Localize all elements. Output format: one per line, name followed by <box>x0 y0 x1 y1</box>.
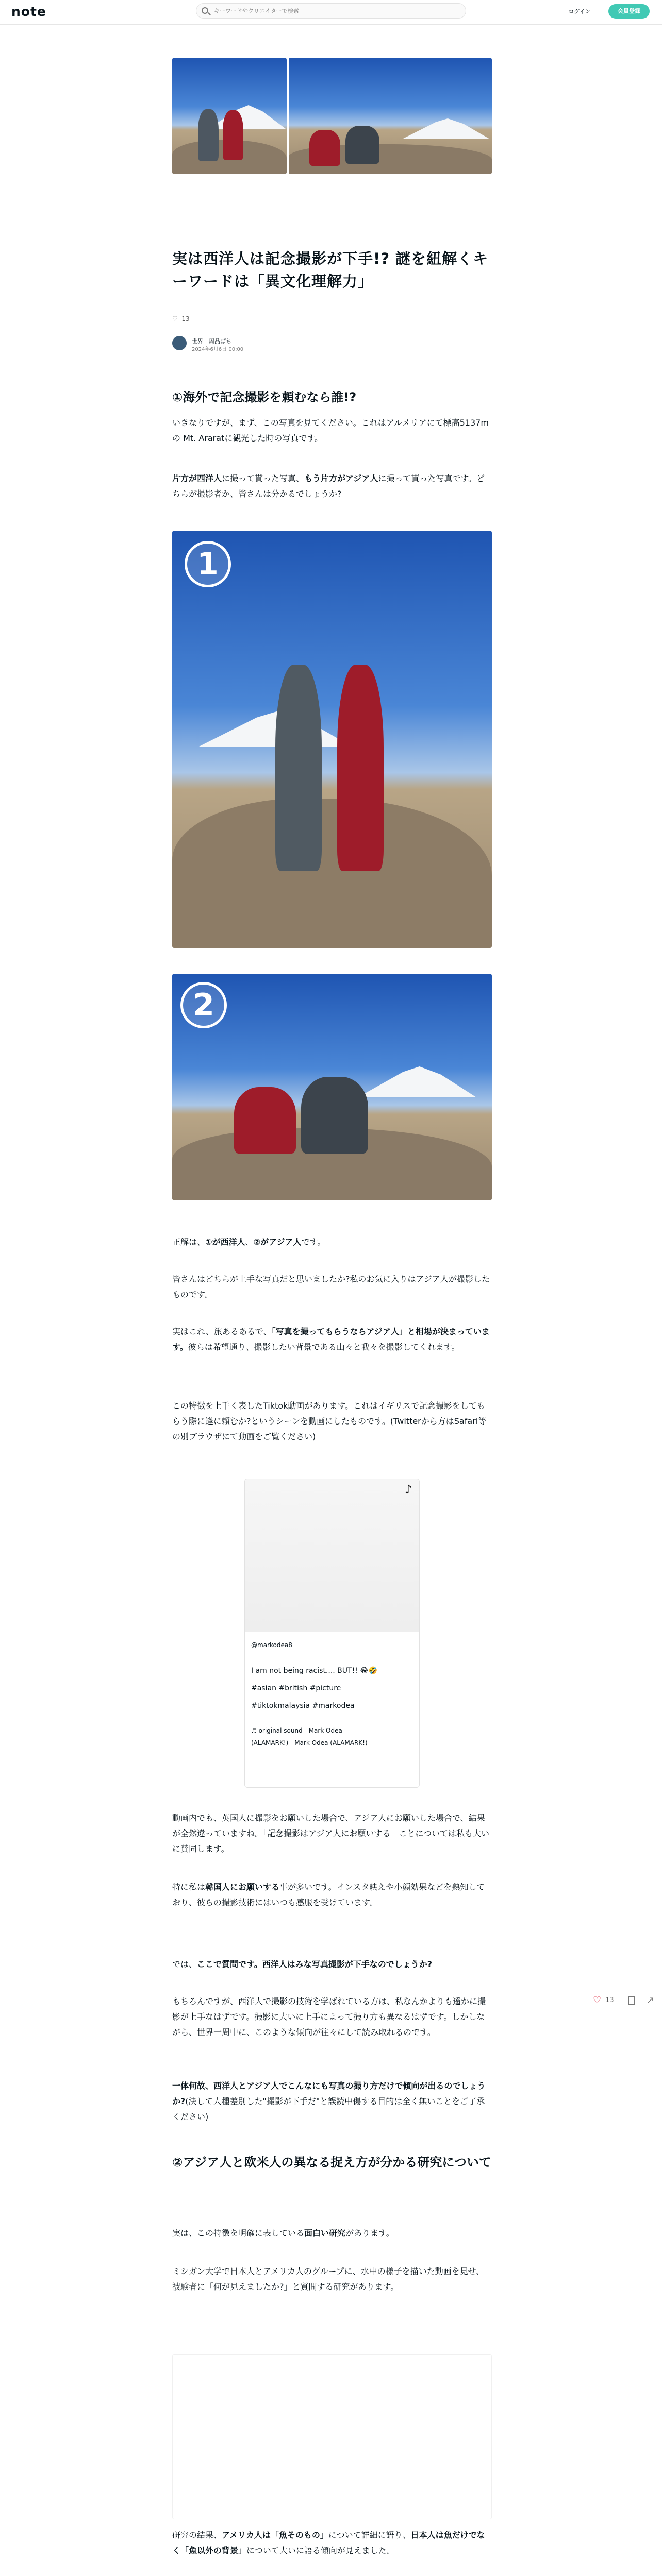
text: に撮って貰った写真、 <box>222 473 305 483</box>
publish-date: 2024年6月6日 00:00 <box>192 347 244 352</box>
text: 研究の結果、 <box>172 2530 222 2540</box>
tiktok-sound[interactable]: (ALAMARK!) - Mark Odea (ALAMARK!) <box>251 1739 368 1747</box>
tiktok-user[interactable]: @markodea8 <box>251 1641 292 1649</box>
text: 実はこれ、旅あるあるで、 <box>172 1327 272 1336</box>
section-heading-1: ①海外で記念撮影を頼むなら誰!? <box>172 390 357 404</box>
text: です。 <box>301 1237 326 1247</box>
hero-photo-right <box>289 58 492 174</box>
paragraph <box>172 471 492 502</box>
paragraph: もちろんですが、西洋人で撮影の技術を学ばれている方は、私なんかよりも遥かに撮影が上手なはずです。撮影に大いに上手によって撮り方も異なるはずです。しかしながら、世界一周中に、このような傾向が往々にして読み取れるのです。 <box>172 1996 486 2037</box>
emphasis: ここで質問です。西洋人はみな写真撮影が下手なのでしょうか? <box>197 1959 433 1969</box>
tiktok-hashtags[interactable]: #tiktokmalaysia #markodea <box>251 1702 355 1710</box>
emphasis: ①が西洋人 <box>205 1237 245 1247</box>
text: 、 <box>245 1237 254 1247</box>
emphasis: 韓国人にお願いする <box>205 1882 280 1892</box>
tiktok-video[interactable] <box>245 1479 419 1632</box>
text: 正解は、 <box>172 1237 206 1247</box>
emphasis: アメリカ人は「魚そのもの」 <box>222 2530 328 2540</box>
paragraph: いきなりですが、まず、この写真を見てください。これはアルメリアにて標高5137mの Mt. Araratに観光した時の写真です。 <box>172 418 489 443</box>
like-count: 13 <box>181 315 190 323</box>
search-box[interactable] <box>196 3 466 19</box>
signup-button[interactable]: 会員登録 <box>608 4 650 19</box>
note-logo[interactable]: note <box>11 4 46 19</box>
bookmark-icon[interactable] <box>628 1996 635 2005</box>
emphasis: 面白い研究 <box>304 2228 346 2238</box>
share-icon[interactable]: ↗ <box>647 1995 655 2006</box>
section-heading-2: ②アジア人と欧米人の異なる捉え方が分かる研究について <box>172 2155 491 2170</box>
article-title: 実は西洋人は記念撮影が下手!? 謎を紐解くキーワードは「異文化理解力」 <box>172 250 489 290</box>
emphasis: 一体何故、西洋人とアジア人でこんなにも写真の撮り方だけで傾向が出るのでしょうか? <box>172 2081 486 2106</box>
text: (決して人種差別した"撮影が下手だ"と誤読中傷する目的は全く無いことをご了承ください) <box>172 2096 485 2122</box>
like-counter[interactable] <box>172 315 190 323</box>
emphasis: 日本人は魚だけでなく「魚以外の背景」 <box>172 2530 485 2555</box>
paragraph <box>172 1234 492 1250</box>
emphasis: もう片方がアジア人 <box>304 473 378 483</box>
paragraph <box>172 2078 492 2125</box>
text: に撮って貰った写真です。どちらが撮影者か、皆さんは分かるでしょうか? <box>172 473 485 499</box>
heart-icon[interactable]: ♡ <box>172 315 178 323</box>
emphasis: 片方が西洋人 <box>172 473 222 483</box>
text: について大いに語る傾向が見えました。 <box>246 2546 395 2555</box>
text: では、 <box>172 1959 197 1969</box>
text: について詳細に語り、 <box>328 2530 411 2540</box>
hero-photo-left <box>172 58 287 174</box>
photo-2 <box>172 974 492 1200</box>
paragraph: ミシガン大学で日本人とアメリカ人のグループに、水中の様子を描いた動画を見せ、被験者に「何が見えましたか?」と質問する研究があります。 <box>172 2266 485 2292</box>
emphasis: 「写真を撮ってもらうならアジア人」と相場が決まっています。 <box>172 1327 490 1352</box>
like-count: 13 <box>605 1996 614 2004</box>
paragraph <box>172 2226 492 2241</box>
text: 特に私は <box>172 1882 206 1892</box>
tiktok-caption: I am not being racist.... BUT!! 😂🤣 <box>251 1667 378 1675</box>
site-header <box>0 0 662 25</box>
tiktok-embed[interactable] <box>244 1479 420 1788</box>
author-name[interactable]: 世界一周品ぼち <box>192 338 231 345</box>
text: 彼らは希望通り、撮影したい背景である山々と我々を撮影してくれます。 <box>188 1342 460 1352</box>
emphasis: ②がアジア人 <box>253 1237 302 1247</box>
paragraph: この特徴を上手く表したTiktok動画があります。これはイギリスで記念撮影をしてもらう際に逢に頼むか?というシーンを動画にしたものです。(Twitterから方はSafari等の別ブラウザにて動画をご覧ください) <box>172 1401 487 1442</box>
paragraph: 皆さんはどちらが上手な写真だと思いましたか?私のお気に入りはアジア人が撮影したものです。 <box>172 1274 490 1299</box>
paragraph: 動画内でも、英国人に撮影をお願いした場合で、アジア人にお願いした場合で、結果が全然違っていますね。「記念撮影はアジア人にお願いする」ことについては私も大いに賛同します。 <box>172 1813 490 1854</box>
paragraph <box>172 1879 492 1910</box>
text: 事が多いです。インスタ映えや小顔効果などを熟知しており、彼らの撮影技術にはいつも感服を受けています。 <box>172 1882 485 1907</box>
photo-number-badge: 2 <box>180 982 227 1028</box>
paragraph <box>172 1324 492 1355</box>
photo-number-badge: 1 <box>185 541 231 587</box>
embedded-video[interactable] <box>172 2354 492 2519</box>
tiktok-icon[interactable]: ♪ <box>405 1483 412 1496</box>
photo-1 <box>172 531 492 948</box>
tiktok-sound[interactable]: ♬ original sound - Mark Odea <box>251 1727 342 1734</box>
heart-icon[interactable]: ♡ <box>593 1995 602 2006</box>
paragraph <box>172 2528 492 2558</box>
avatar[interactable] <box>172 336 187 350</box>
text: 実は、この特徴を明確に表している <box>172 2228 305 2238</box>
login-button[interactable]: ログイン <box>568 8 591 15</box>
text: があります。 <box>345 2228 394 2238</box>
tiktok-hashtags[interactable]: #asian #british #picture <box>251 1684 341 1692</box>
paragraph <box>172 1957 492 1972</box>
search-icon <box>202 7 208 14</box>
search-input[interactable] <box>214 6 456 15</box>
